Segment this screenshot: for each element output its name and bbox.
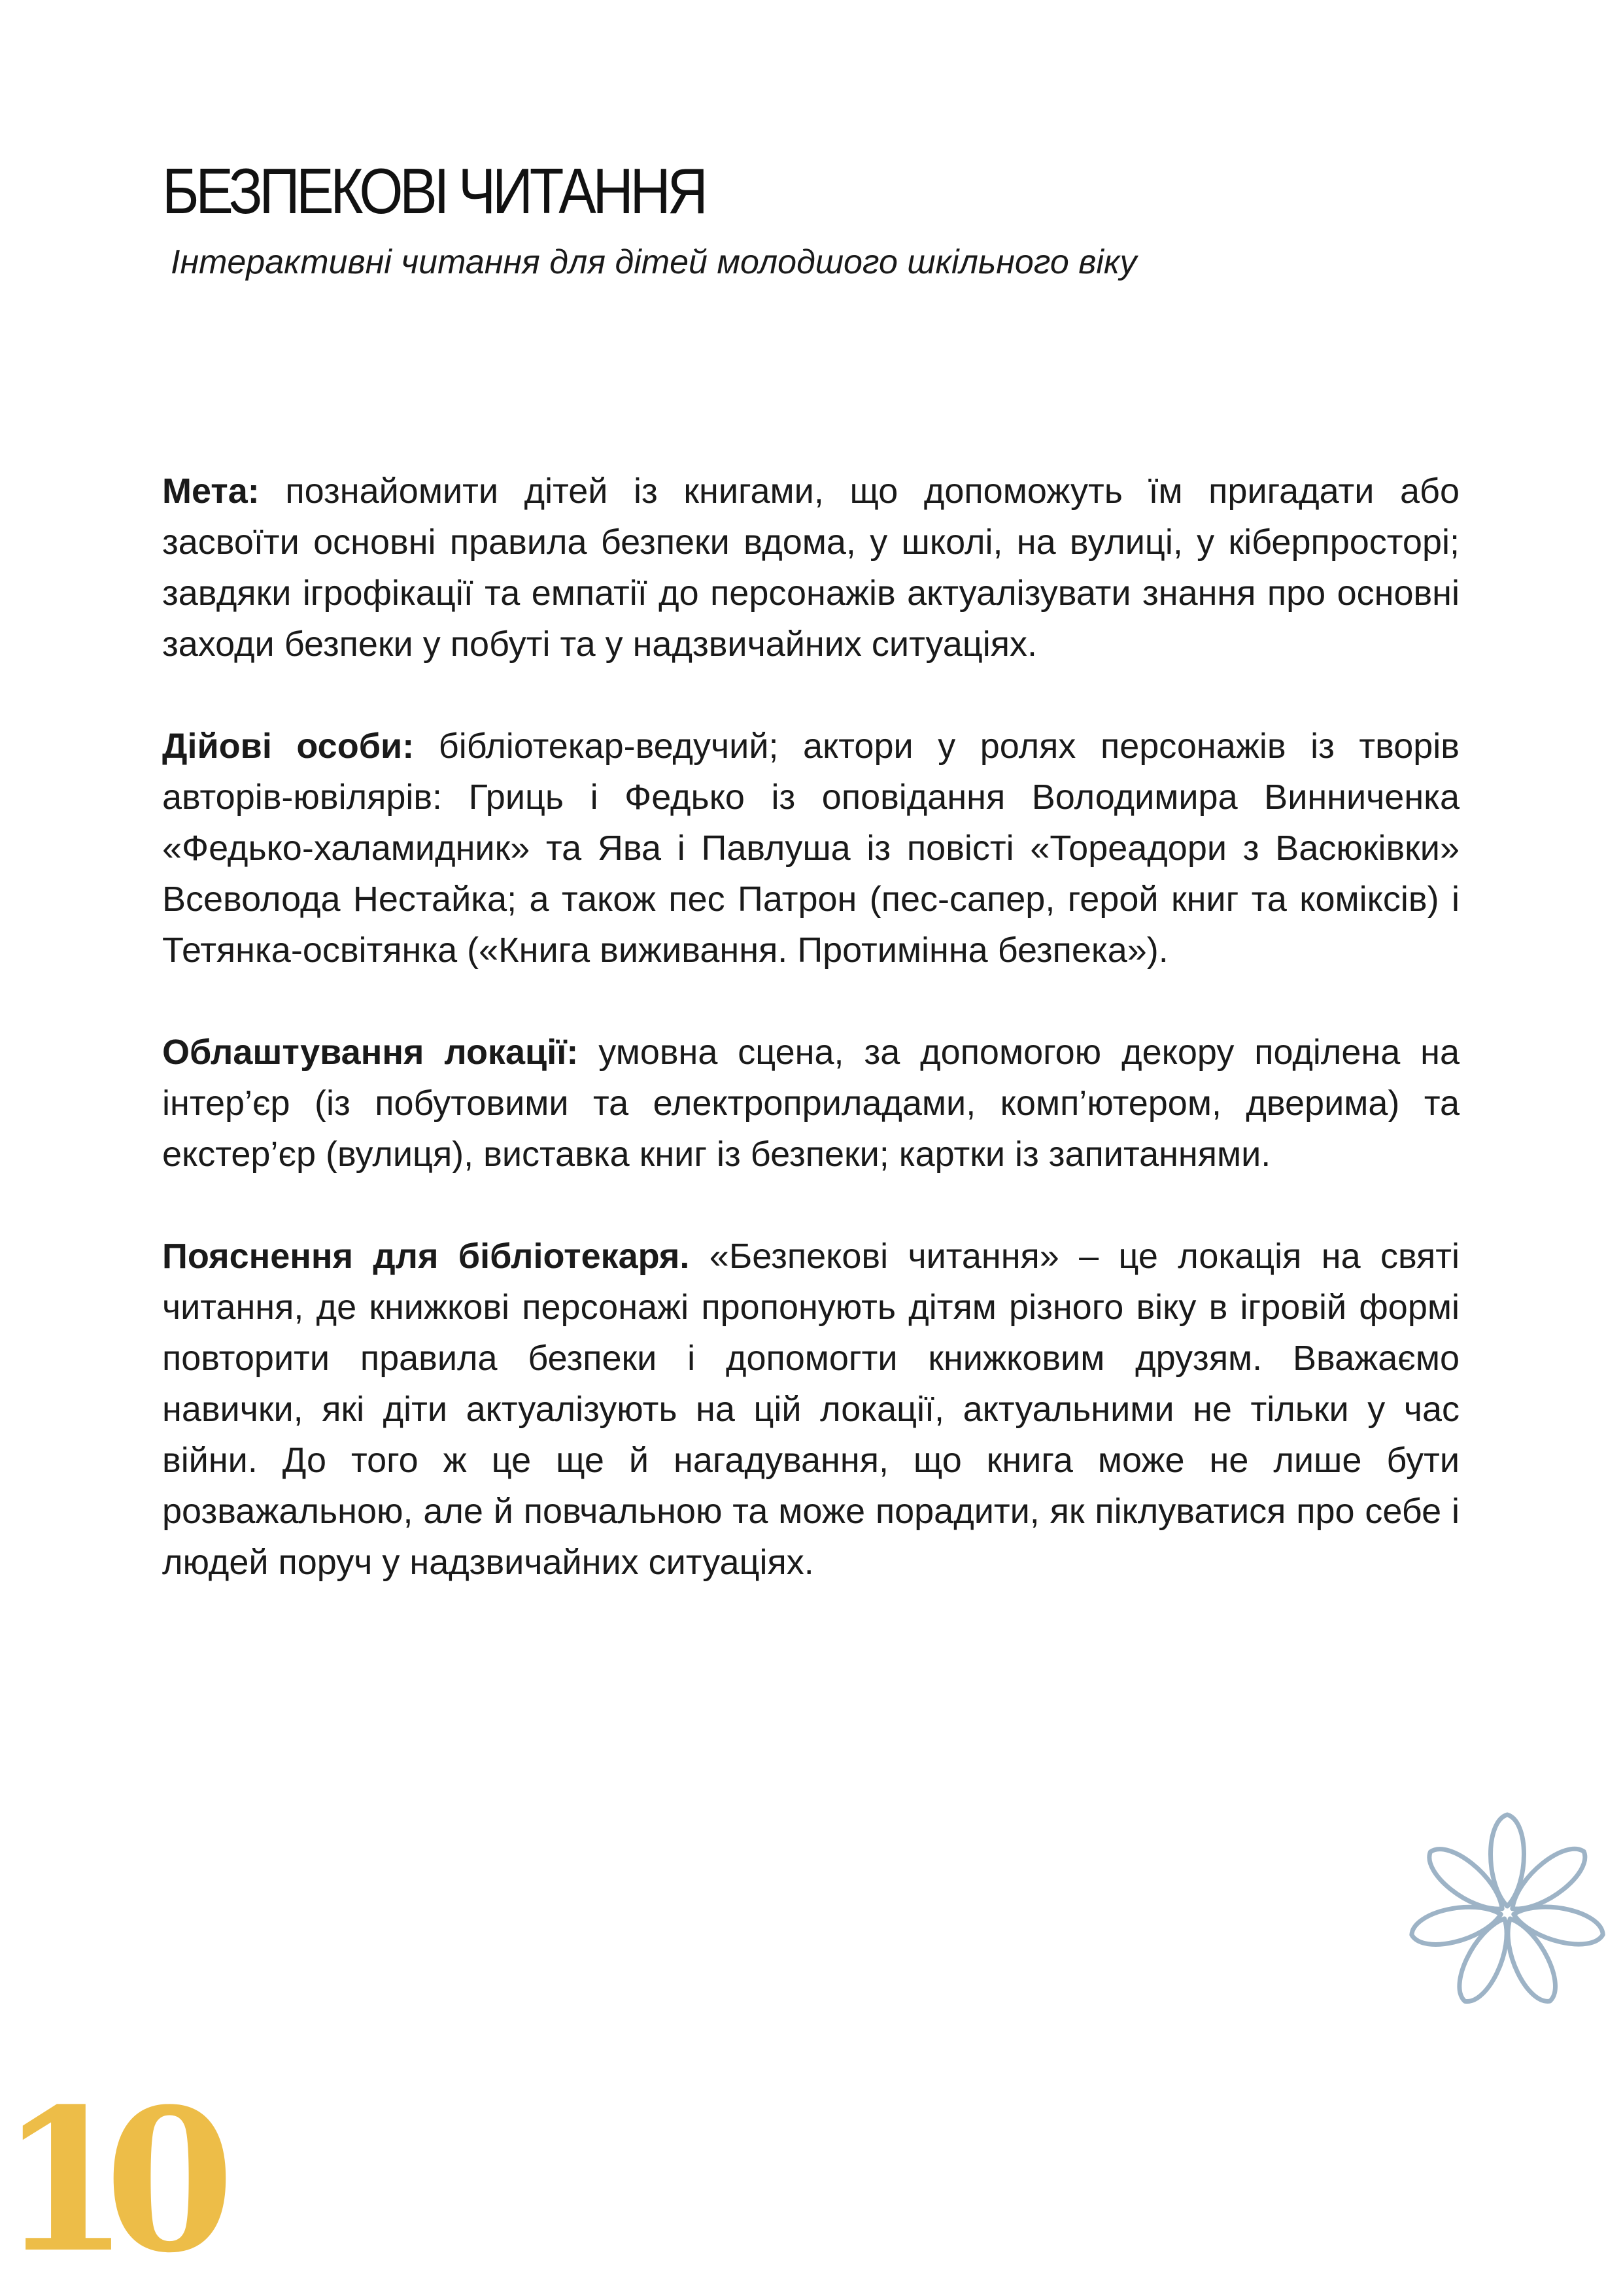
goal-text: познайомити дітей із книгами, що допоможуть їм пригадати або засвоїти основні правила безпеки вдома, у школі, на вулиці, у кіберпросторі; завдяки ігрофікації та емпатії до персонажів актуалізувати знання про основні заходи безпеки у побуті та у надзвичайних ситуаціях. <box>162 471 1460 664</box>
location-setup-text: умовна сцена, за допомогою декору поділена на інтер’єр (із побутовими та електроприладами, комп’ютером, дверима) та екстер’єр (вулиця), виставка книг із безпеки; картки із запитаннями. <box>162 1033 1460 1174</box>
location-setup-paragraph <box>162 1027 1460 1180</box>
librarian-notes-text: «Безпекові читання» – це локація на святі читання, де книжкові персонажі пропонують дітям різного віку в ігровій формі повторити правила безпеки і допомогти книжковим друзям. Вважаємо навички, які діти актуалізують на цій локації, актуальними не тільки у час війни. До того ж це ще й нагадування, що книга може не лише бути розважальною, але й повчальною та може порадити, як піклуватися про себе і людей поруч у надзвичайних ситуаціях. <box>162 1237 1460 1582</box>
librarian-notes-label: Пояснення для бібліотекаря. <box>162 1237 690 1276</box>
librarian-notes-paragraph <box>162 1231 1460 1588</box>
document-body <box>162 466 1460 1639</box>
goal-paragraph <box>162 466 1460 670</box>
page-title: БЕЗПЕКОВІ ЧИТАННЯ <box>162 155 705 227</box>
characters-paragraph <box>162 721 1460 976</box>
page-subtitle: Інтерактивні читання для дітей молодшого шкільного віку <box>171 243 1137 281</box>
flower-outline-icon <box>1399 1805 1615 2021</box>
characters-label: Дійові особи: <box>162 727 415 766</box>
location-setup-label: Облаштування локації: <box>162 1033 579 1072</box>
page-number: 10 <box>0 2065 210 2296</box>
characters-text: бібліотекар-ведучий; актори у ролях персонажів із творів авторів-ювілярів: Гриць і Федько із оповідання Володимира Винниченка «Федько-халамидник» та Ява і Павлуша із повісті «Тореадори з Васюківки» Всеволода Нестайка; а також пес Патрон (пес-сапер, герой книг та коміксів) і Тетянка-освітянка («Книга виживання. Протимінна безпека»). <box>162 727 1460 970</box>
goal-label: Мета: <box>162 471 260 511</box>
